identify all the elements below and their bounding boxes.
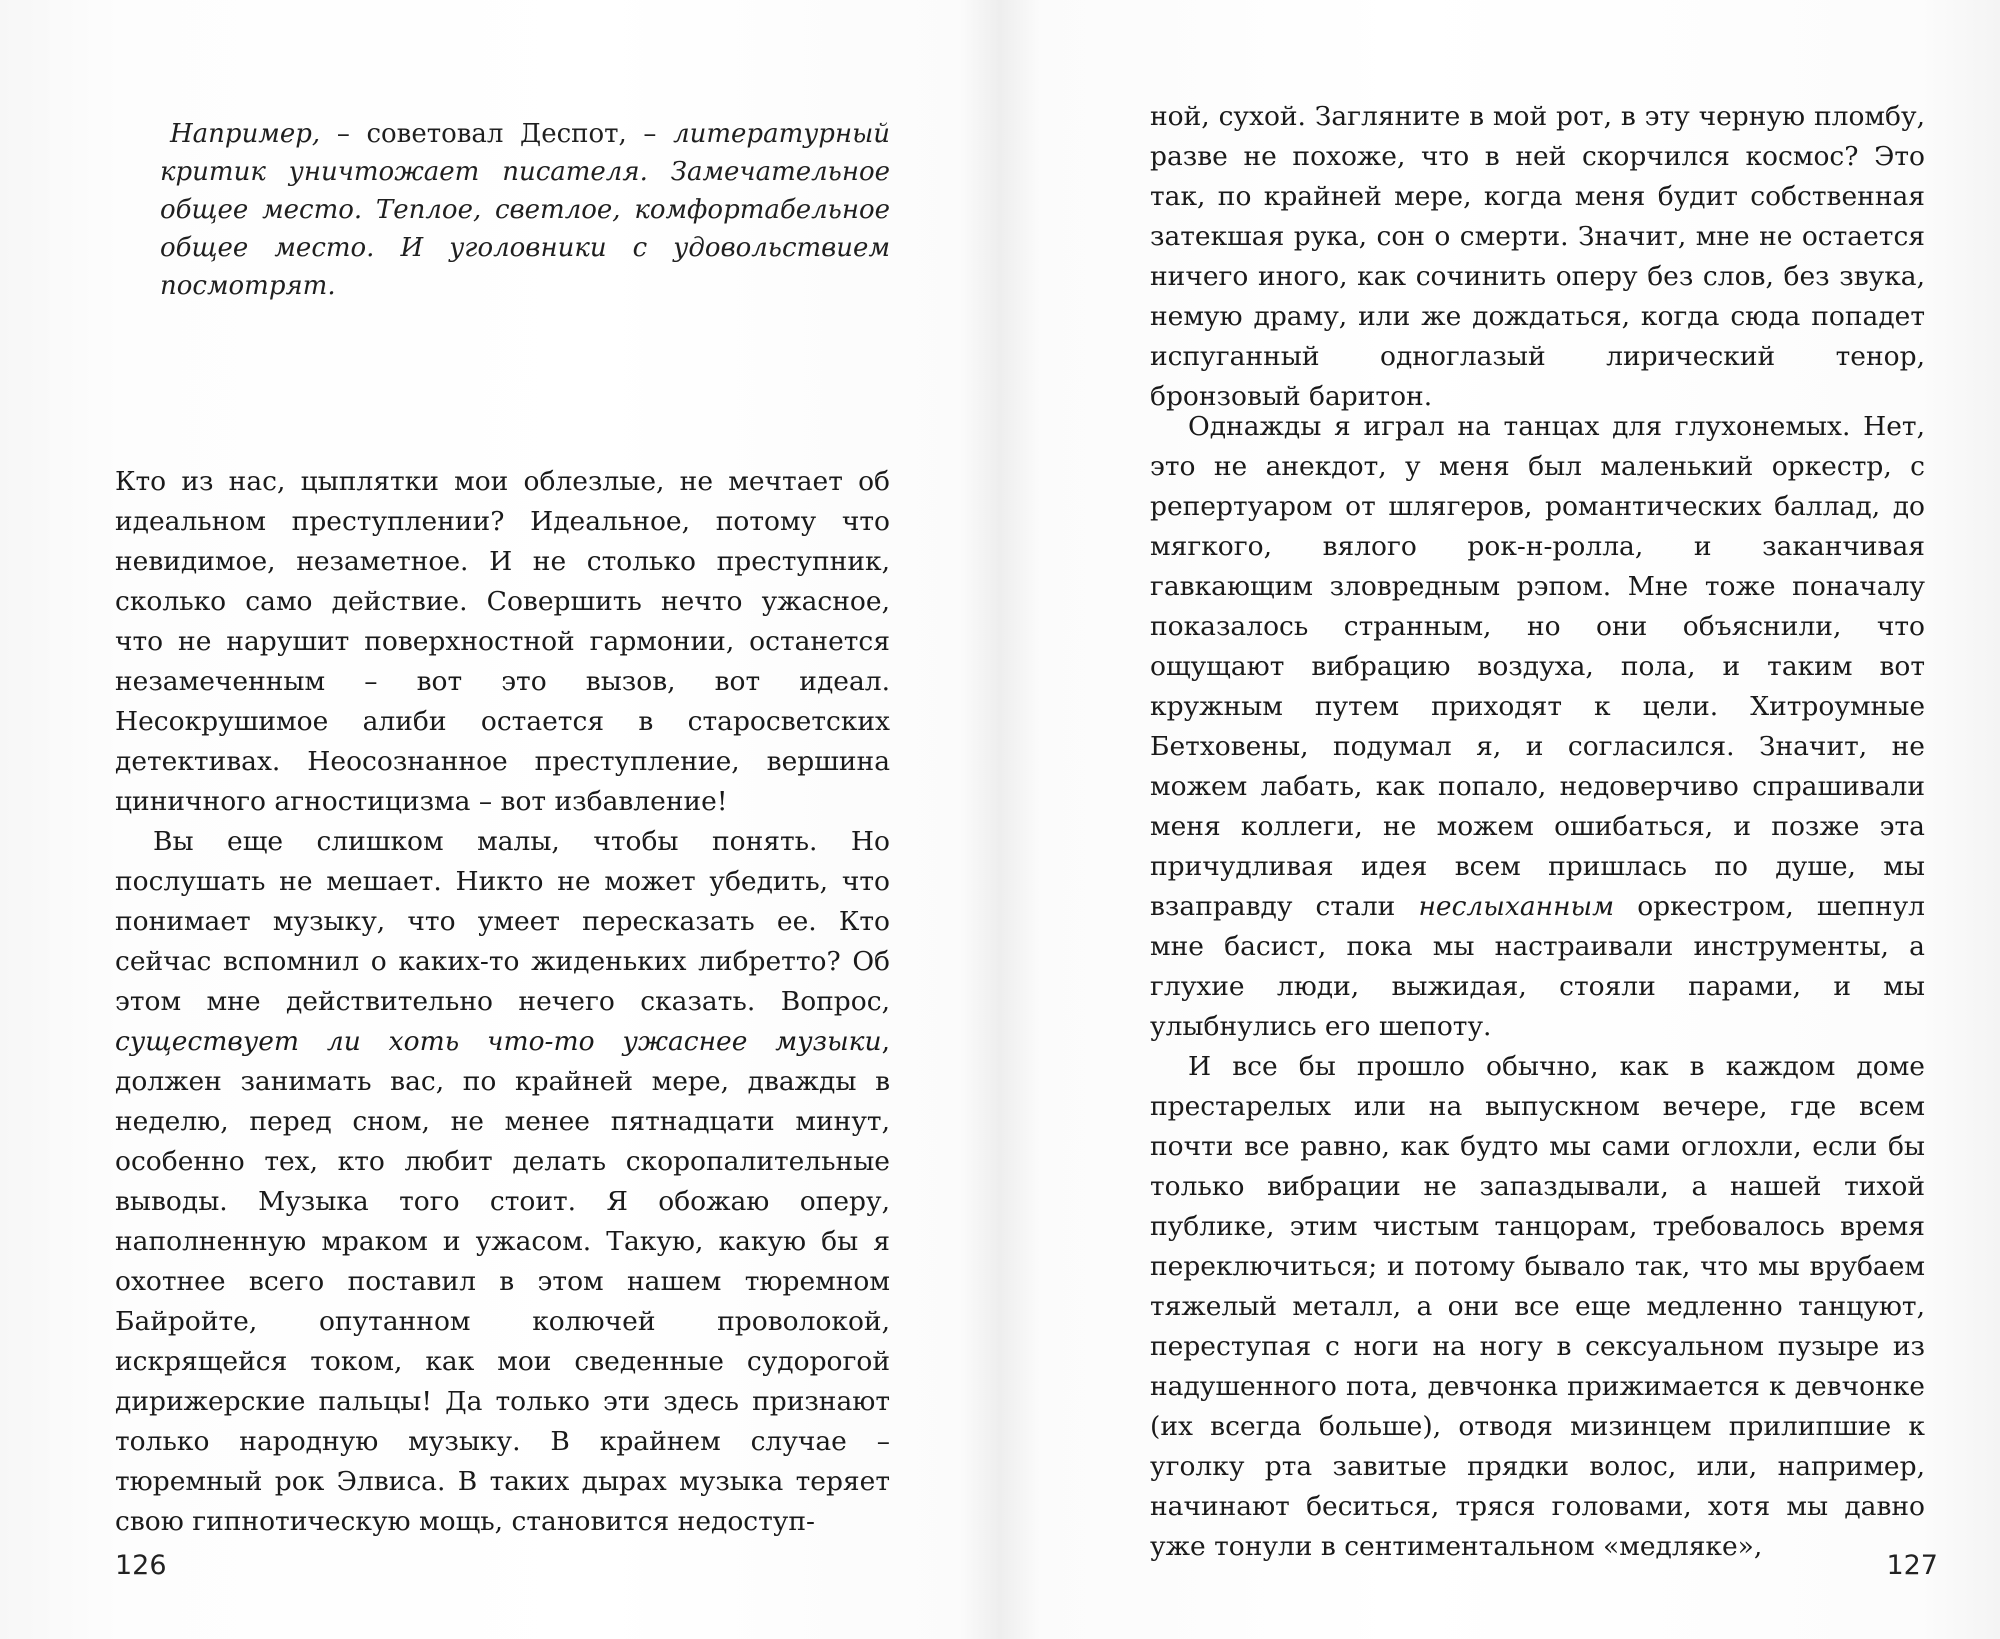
epigraph-part-1: Например, [170,119,321,149]
left-paragraph-1: Кто из нас, цыплятки мои облезлые, не мечтает об идеальном преступлении? Идеальное, потому что невидимое, незаметное. И не столько преступник, сколько само действие. Совершить нечто ужасное, что не нарушит поверхностной гармонии, останется незамеченным – вот это вызов, вот идеал. Несокрушимое алиби остается в старосветских детективах. Неосознанное преступление, вершина циничного агностицизма – вот избавление! [115,466,890,817]
right-paragraph-2-start: Однажды я играл на танцах для глухонемых. Нет, это не анекдот, у меня был маленький оркестр, с репертуаром от шлягеров, романтических баллад, до мягкого, вялого рок-н-ролла, и заканчивая гавкающим зловредным рэпом. Мне тоже поначалу показалось странным, но они объяснили, что ощущают вибрацию воздуха, пола, и таким вот кружным путем приходят к цели. Хитроумные Бетховены, подумал я, и согласился. Значит, не можем лабать, как попало, недоверчиво спрашивали меня коллеги, не можем ошибаться, и позже эта причудливая идея всем пришлась по душе, мы взаправду стали [1150,411,1925,922]
left-paragraph-2-end: , должен занимать вас, по крайней мере, дважды в неделю, перед сном, не менее пятнадцати минут, особенно тех, кто любит делать скоропалительные выводы. Музыка того стоит. Я обожаю оперу, наполненную мраком и ужасом. Такую, какую бы я охотнее всего поставил в этом нашем тюремном Байройте, опутанном колючей проволокой, искрящейся током, как мои сведенные судорогой дирижерские пальцы! Да только эти здесь признают только народную музыку. В крайнем случае – тюремный рок Элвиса. В таких дырах музыка теряет свою гипнотическую мощь, становится недоступ- [115,1026,890,1537]
epigraph-part-3: литературный критик уничтожает писателя. Замечательное общее место. Теплое, светлое, комфортабельное общее место. И уголовники с удовольствием посмотрят. [160,119,890,301]
right-continuation-text [1150,97,1925,417]
left-paragraph-2-start: Вы еще слишком малы, чтобы понять. Но послушать не мешает. Никто не может убедить, что понимает музыку, что умеет пересказать ее. Кто сейчас вспомнил о каких-то жиденьких либретто? Об этом мне действительно нечего сказать. Вопрос, [115,826,890,1017]
page-number-left: 126 [115,1550,167,1581]
left-paragraph-2-italic: существует ли хоть что-то ужаснее музыки [115,1026,882,1057]
left-paragraph-2 [115,822,890,1542]
epigraph [160,115,890,305]
right-page [1000,0,2000,1639]
left-body-text [115,462,890,1542]
right-paragraph-2-end: оркестром, шепнул мне басист, пока мы настраивали инструменты, а глухие люди, выжидая, стояли парами, и мы улыбнулись его шепоту. [1150,891,1925,1042]
page-number-right: 127 [1886,1550,1938,1581]
epigraph-attribution: – советовал Деспот, – [320,119,674,149]
right-paragraph-2 [1150,407,1925,1047]
right-paragraph-1: ной, сухой. Загляните в мой рот, в эту черную пломбу, разве не похоже, что в ней скорчился космос? Это так, по крайней мере, когда меня будит собственная затекшая рука, сон о смерти. Значит, мне не остается ничего иного, как сочинить оперу без слов, без звука, немую драму, или же дождаться, когда сюда попадет испуганный одноглазый лирический тенор, бронзовый баритон. [1150,101,1925,412]
right-paragraph-3: И все бы прошло обычно, как в каждом доме престарелых или на выпускном вечере, где всем почти все равно, как будто мы сами оглохли, если бы только вибрации не запаздывали, а нашей тихой публике, этим чистым танцорам, требовалось время переключиться; и потому бывало так, что мы врубаем тяжелый металл, а они все еще медленно танцуют, переступая с ноги на ногу в сексуальном пузыре из надушенного пота, девчонка прижимается к девчонке (их всегда больше), отводя мизинцем прилипшие к уголку рта завитые прядки волос, или, например, начинают беситься, тряся головами, хотя мы давно уже тонули в сентиментальном «медляке», [1150,1051,1925,1562]
right-body-text [1150,407,1925,1567]
right-paragraph-2-italic: неслыханным [1418,891,1615,922]
